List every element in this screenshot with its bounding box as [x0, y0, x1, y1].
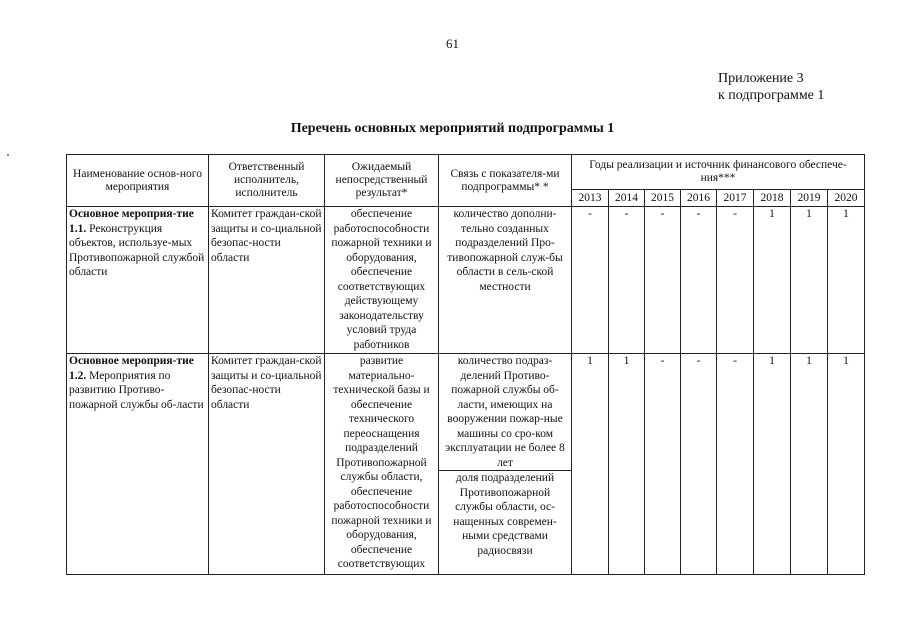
year-value: 1: [791, 207, 828, 354]
header-year: 2016: [681, 190, 717, 207]
year-value: 1: [828, 354, 865, 575]
document-title: Перечень основных мероприятий подпрограммы 1: [290, 121, 615, 136]
activity-number: Основное мероприя-тие 1.2.: [69, 355, 194, 382]
responsible-cell: Комитет граждан-ской защиты и со-циальной безопас-ности области: [209, 207, 325, 354]
year-value: 1: [572, 354, 609, 575]
activity-name-cell: [67, 354, 209, 575]
header-year: 2018: [754, 190, 791, 207]
year-value: 1: [609, 354, 645, 575]
header-result: Ожидаемый непосредственный результат*: [325, 155, 439, 207]
activity-name-cell: [67, 207, 209, 354]
header-year: 2014: [609, 190, 645, 207]
appendix-line-2: к подпрограмме 1: [718, 88, 825, 103]
year-value: -: [681, 354, 717, 575]
indicator-cell: количество дополни-тельно созданных подразделений Про-тивопожарной служ-бы области в сель-ской местности: [439, 207, 572, 354]
activity-number: Основное мероприя-тие 1.1.: [69, 208, 194, 235]
year-value: -: [645, 207, 681, 354]
appendix-note: [718, 70, 824, 104]
page-number: 61: [446, 36, 459, 51]
header-responsible: Ответственный исполнитель, исполнитель: [209, 155, 325, 207]
result-cell: [325, 354, 439, 575]
header-year: 2019: [791, 190, 828, 207]
header-name: Наименование основ-ного мероприятия: [67, 155, 209, 207]
year-value: -: [645, 354, 681, 575]
activity-description: Мероприятия по развитию Противо-пожарной службы об-ласти: [69, 369, 204, 411]
year-value: 1: [754, 354, 791, 575]
result-cell: обеспечение работоспособности пожарной техники и оборудования, обеспечение соответствующих действующему законодательству условий труда работников: [325, 207, 439, 354]
table-row: [67, 207, 865, 354]
header-indicators: Связь с показателя-ми подпрограммы* *: [439, 155, 572, 207]
responsible-cell: Комитет граждан-ской защиты и со-циальной безопас-ности области: [209, 354, 325, 575]
indicator-cell: доля подразделений Противопожарной службы области, ос-нащенных современ-ными средствами радиосвязи: [439, 471, 572, 575]
header-year: 2013: [572, 190, 609, 207]
year-value: -: [681, 207, 717, 354]
result-text: развитие материально-технической базы и обеспечение технического переоснащения подразделений Противопожарной службы области, обеспечение работоспособности пожарной техники и оборудования, обеспечение соответствующих: [331, 355, 432, 570]
header-years-group: Годы реализации и источник финансового обеспече-ния***: [572, 155, 865, 190]
year-value: -: [717, 207, 754, 354]
year-value: 1: [754, 207, 791, 354]
indicator-cell: количество подраз-делений Противо-пожарной службы об-ласти, имеющих на вооружении пожар-ные машины со сро-ком эксплуатации не более 8 лет: [439, 354, 572, 471]
header-year: 2017: [717, 190, 754, 207]
table-row: [67, 354, 865, 471]
year-value: -: [609, 207, 645, 354]
activity-description: Реконструкция объектов, используе-мых Противопожарной службой области: [69, 222, 205, 278]
margin-dot: [7, 154, 9, 156]
header-year: 2020: [828, 190, 865, 207]
year-value: -: [717, 354, 754, 575]
appendix-line-1: Приложение 3: [718, 71, 804, 86]
activities-table: [66, 154, 865, 575]
year-value: -: [572, 207, 609, 354]
year-value: 1: [828, 207, 865, 354]
year-value: 1: [791, 354, 828, 575]
header-year: 2015: [645, 190, 681, 207]
